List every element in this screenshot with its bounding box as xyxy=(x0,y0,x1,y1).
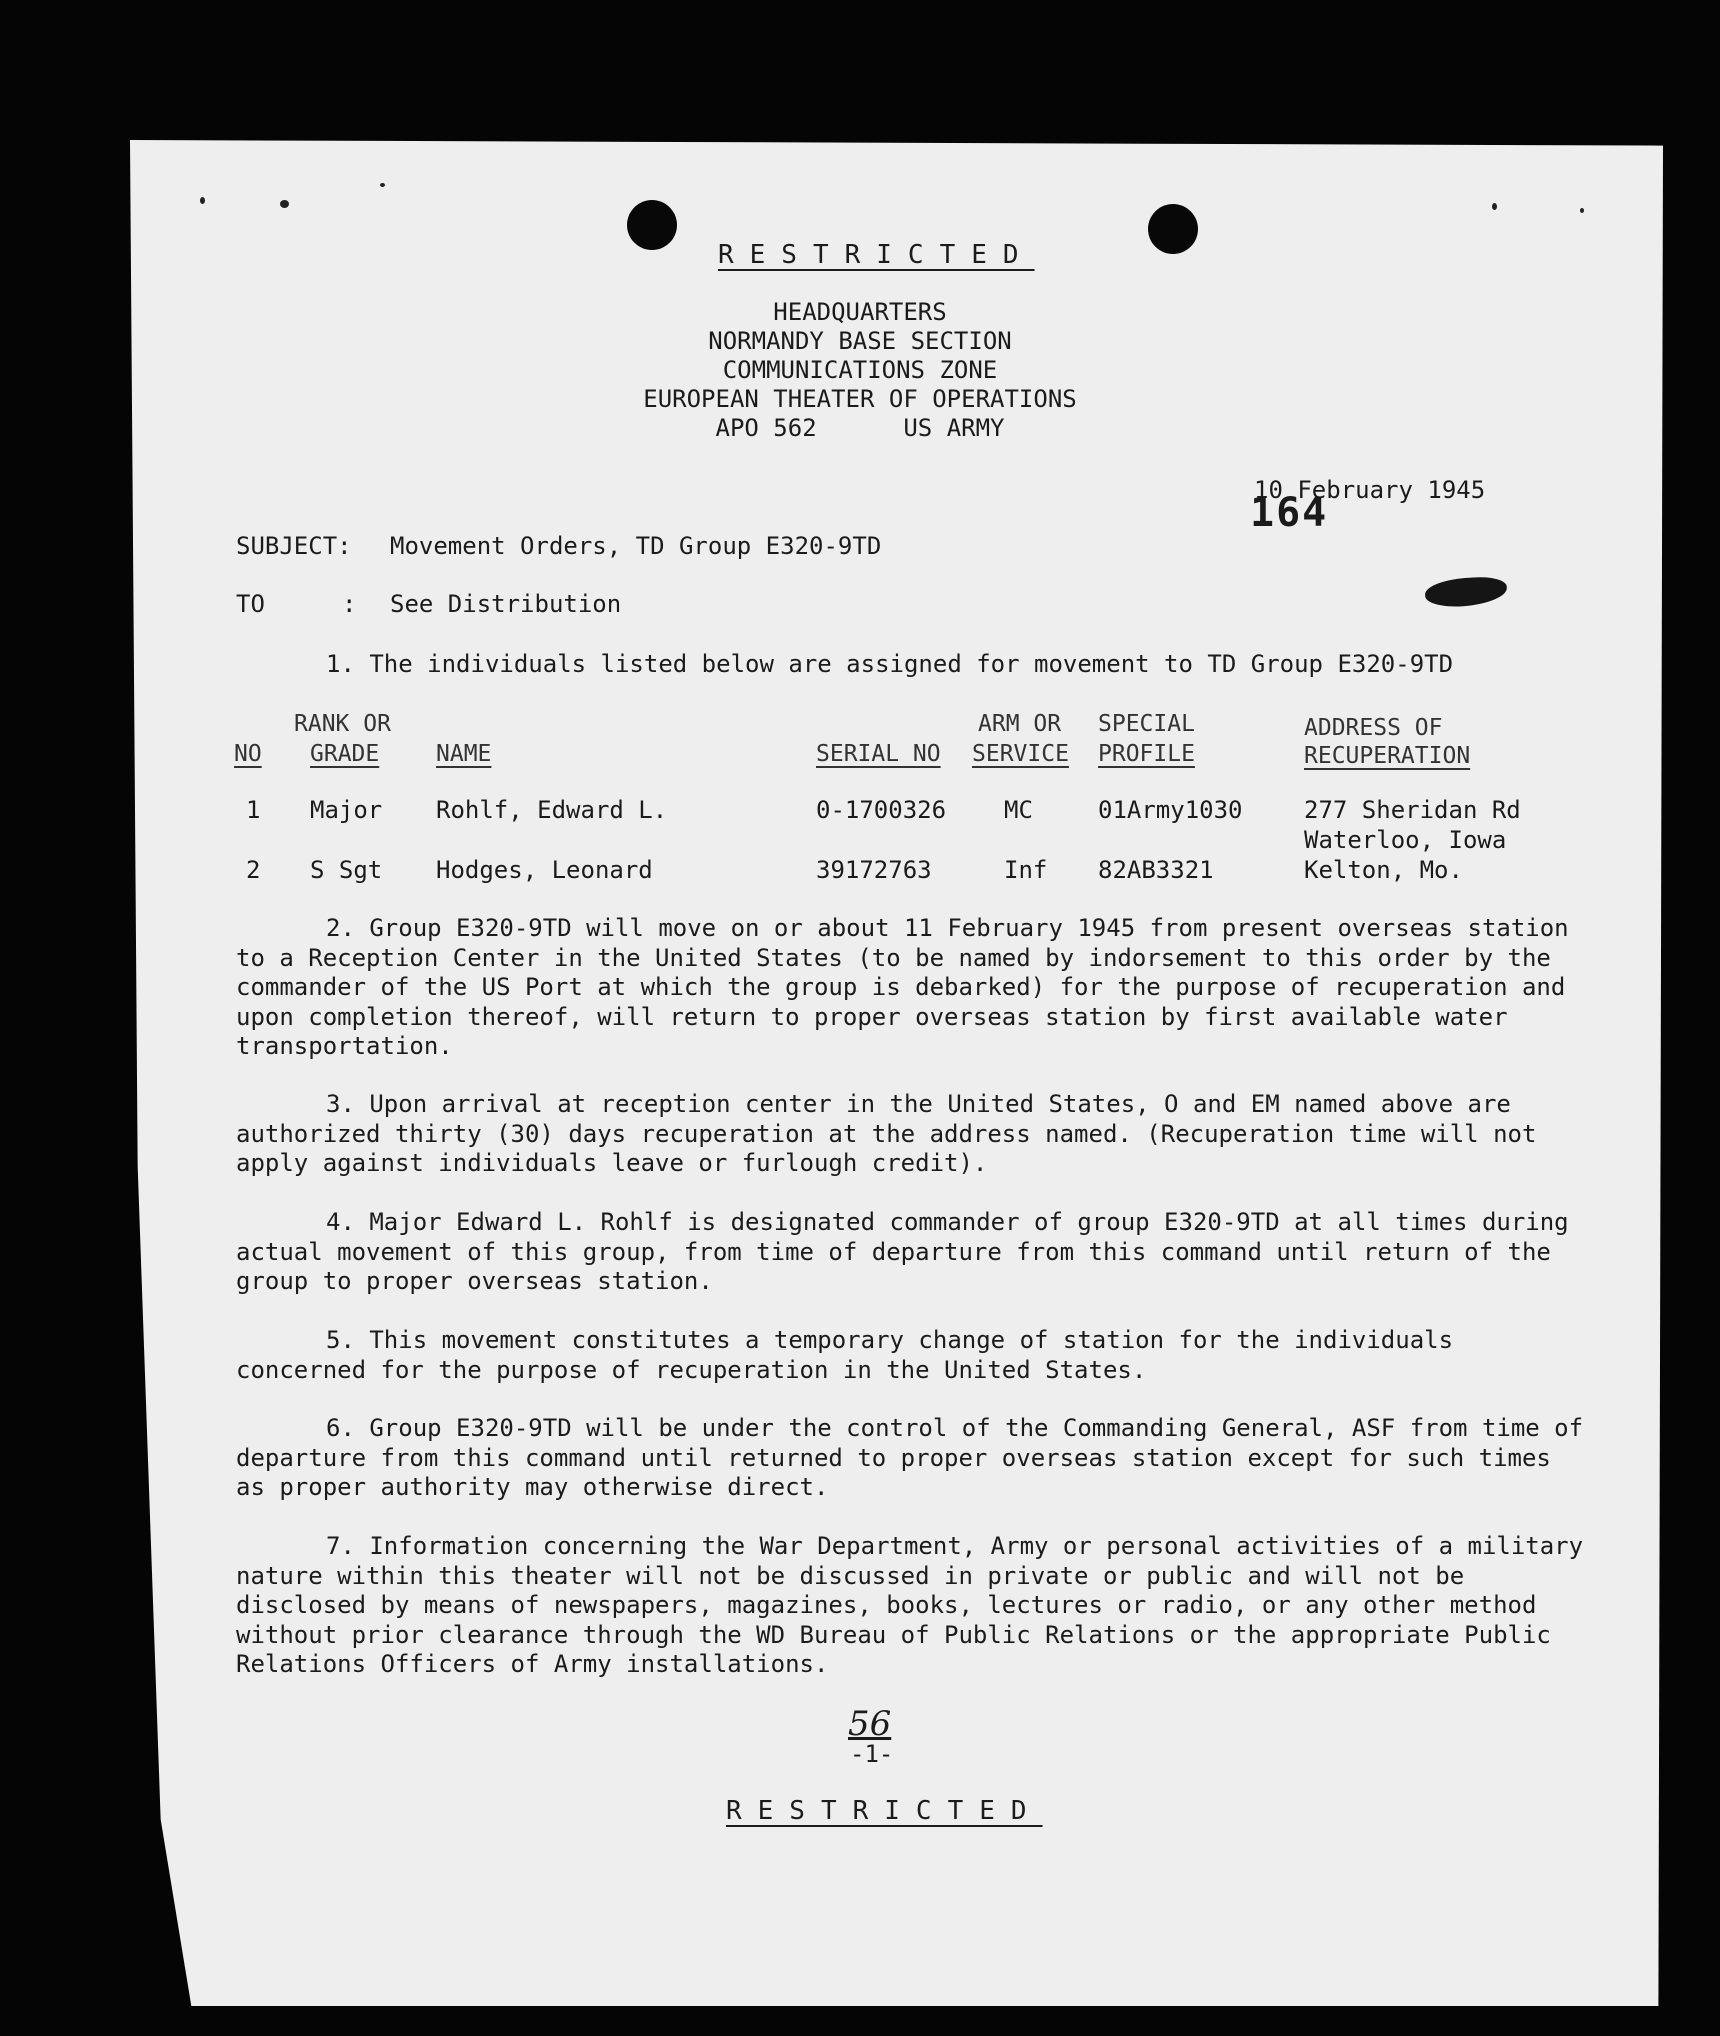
col-arm-bottom: SERVICE xyxy=(972,741,1069,767)
handwritten-page-number: 56 xyxy=(848,1704,892,1744)
ink-speck xyxy=(200,197,205,204)
ink-speck xyxy=(380,183,385,187)
paragraph-4: 4. Major Edward L. Rohlf is designated commander of group E320-9TD at all times during actual movement of this group, from time of departure from this command until return of the group to proper overseas station. xyxy=(236,1208,1569,1295)
org-line-4: EUROPEAN THEATER OF OPERATIONS xyxy=(643,385,1077,413)
paragraph-3: 3. Upon arrival at reception center in the United States, O and EM named above are authorized thirty (30) days recuperation at the address named. (Recuperation time will not apply against individuals leave or furlough credit). xyxy=(236,1090,1537,1177)
row-2-arm: Inf xyxy=(1004,856,1048,884)
row-2-profile: 82AB3321 xyxy=(1098,856,1214,884)
paragraph-5: 5. This movement constitutes a temporary change of station for the individuals concerned for the purpose of recuperation in the United States. xyxy=(236,1326,1454,1384)
col-arm-top: ARM OR xyxy=(978,711,1062,737)
col-no: NO xyxy=(234,741,262,767)
punch-hole-right xyxy=(1148,204,1198,254)
row-2-rank: S Sgt xyxy=(310,856,383,884)
to-label: TO xyxy=(236,590,265,618)
paragraph-1: 1. The individuals listed below are assigned for movement to TD Group E320-9TD xyxy=(326,650,1454,678)
org-line-1: HEADQUARTERS xyxy=(773,298,947,326)
ink-speck xyxy=(280,200,289,208)
row-1-no: 1 xyxy=(246,796,261,824)
to-colon: : xyxy=(342,590,357,618)
col-name: NAME xyxy=(436,741,492,767)
col-address-bottom: RECUPERATION xyxy=(1304,743,1471,769)
row-2-no: 2 xyxy=(246,856,261,884)
row-2-address-1: Kelton, Mo. xyxy=(1304,856,1463,884)
org-line-2: NORMANDY BASE SECTION xyxy=(708,327,1012,355)
org-line-5: APO 562 US ARMY xyxy=(715,414,1005,442)
col-serial: SERIAL NO xyxy=(816,741,941,767)
page-marker: -1- xyxy=(850,1740,894,1768)
col-address-top: ADDRESS OF xyxy=(1304,715,1443,741)
punch-hole-left xyxy=(627,200,677,250)
col-rank-top: RANK OR xyxy=(294,711,391,737)
classification-footer: RESTRICTED xyxy=(726,1796,1043,1826)
ink-speck xyxy=(1492,203,1497,210)
classification-header: RESTRICTED xyxy=(718,240,1035,270)
row-1-arm: MC xyxy=(1004,796,1033,824)
document-date: 10 February 1945 xyxy=(1254,476,1486,504)
paragraph-2: 2. Group E320-9TD will move on or about 11 February 1945 from present overseas station to a Reception Center in the United States (to be named by indorsement to this order by the commander of the US Port at which the group is debarked) for the purpose of recuperation and upon completion thereof, will return to proper overseas station by first available water transportation. xyxy=(236,914,1569,1060)
col-profile-top: SPECIAL xyxy=(1098,711,1195,737)
row-1-serial: 0-1700326 xyxy=(816,796,947,824)
row-2-name: Hodges, Leonard xyxy=(436,856,653,884)
col-rank-bottom: GRADE xyxy=(310,741,380,767)
row-1-address-1: 277 Sheridan Rd xyxy=(1304,796,1521,824)
row-1-rank: Major xyxy=(310,796,383,824)
stamped-number: 164 xyxy=(1250,490,1329,536)
org-line-3: COMMUNICATIONS ZONE xyxy=(722,356,998,384)
ink-speck xyxy=(1580,208,1584,213)
paragraph-7: 7. Information concerning the War Department, Army or personal activities of a military nature within this theater will not be discussed in private or public and will not be disclosed by means of newspapers, magazines, books, lectures or radio, or any other method without prior clearance through the WD Bureau of Public Relations or the appropriate Public Relations Officers of Army installations. xyxy=(236,1532,1584,1678)
subject-label: SUBJECT: xyxy=(236,532,352,560)
row-1-name: Rohlf, Edward L. xyxy=(436,796,668,824)
row-1-address-2: Waterloo, Iowa xyxy=(1304,826,1507,854)
subject-text: Movement Orders, TD Group E320-9TD xyxy=(390,532,882,560)
col-profile-bottom: PROFILE xyxy=(1098,741,1195,767)
row-2-serial: 39172763 xyxy=(816,856,932,884)
to-text: See Distribution xyxy=(390,590,622,618)
row-1-profile: 01Army1030 xyxy=(1098,796,1243,824)
paragraph-6: 6. Group E320-9TD will be under the control of the Commanding General, ASF from time of departure from this command until returned to proper overseas station except for such times as proper authority may otherwise direct. xyxy=(236,1414,1584,1501)
